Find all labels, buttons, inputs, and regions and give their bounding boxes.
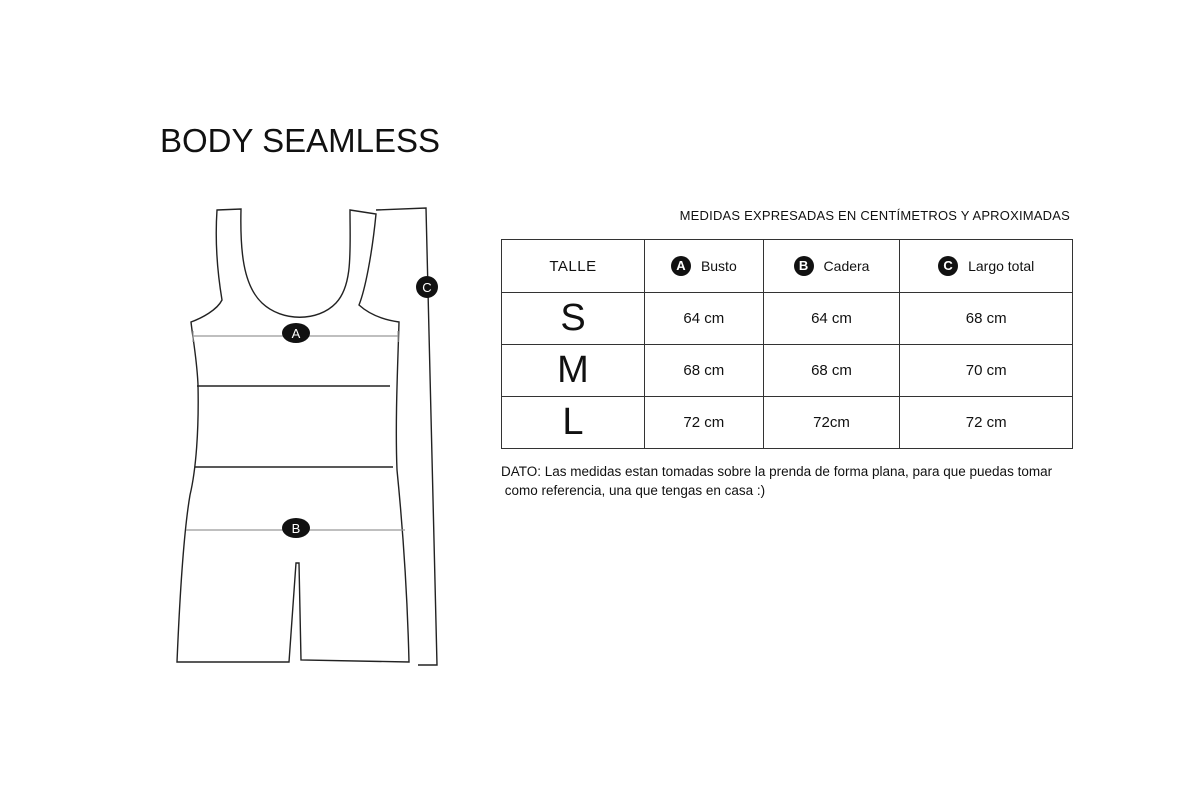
header-talle: TALLE: [502, 240, 645, 293]
value-cell: 64 cm: [645, 293, 764, 345]
size-cell: S: [502, 293, 645, 345]
badge-c-icon: C: [938, 256, 958, 276]
header-busto: A Busto: [645, 240, 764, 293]
marker-c: [416, 276, 438, 298]
table-row: [502, 345, 1073, 397]
measurement-note: MEDIDAS EXPRESADAS EN CENTÍMETROS Y APROXIMADAS: [679, 208, 1070, 223]
page-title: BODY SEAMLESS: [160, 122, 441, 159]
garment-outline: [177, 209, 409, 662]
measurement-tip: [501, 462, 1101, 500]
value-cell: 64 cm: [763, 293, 900, 345]
size-table: [501, 239, 1073, 449]
value-cell: 72 cm: [900, 397, 1073, 449]
svg-text:B: B: [291, 521, 301, 536]
header-largo: C Largo total: [900, 240, 1073, 293]
value-cell: 70 cm: [900, 345, 1073, 397]
svg-text:A: A: [291, 326, 301, 341]
badge-a-icon: A: [671, 256, 691, 276]
header-cadera: B Cadera: [763, 240, 900, 293]
tip-line-1: DATO: Las medidas estan tomadas sobre la prenda de forma plana, para que puedas tomar: [501, 464, 1053, 479]
size-cell: L: [502, 397, 645, 449]
value-cell: 72 cm: [645, 397, 764, 449]
value-cell: 72cm: [763, 397, 900, 449]
marker-b: [282, 518, 310, 538]
table-row: [502, 293, 1073, 345]
value-cell: 68 cm: [645, 345, 764, 397]
svg-text:C: C: [422, 280, 432, 295]
table-row: [502, 397, 1073, 449]
badge-b-icon: B: [794, 256, 814, 276]
tip-line-2: como referencia, una que tengas en casa :): [501, 483, 766, 498]
table-header-row: [502, 240, 1073, 293]
value-cell: 68 cm: [763, 345, 900, 397]
marker-a: [282, 323, 310, 343]
size-cell: M: [502, 345, 645, 397]
value-cell: 68 cm: [900, 293, 1073, 345]
